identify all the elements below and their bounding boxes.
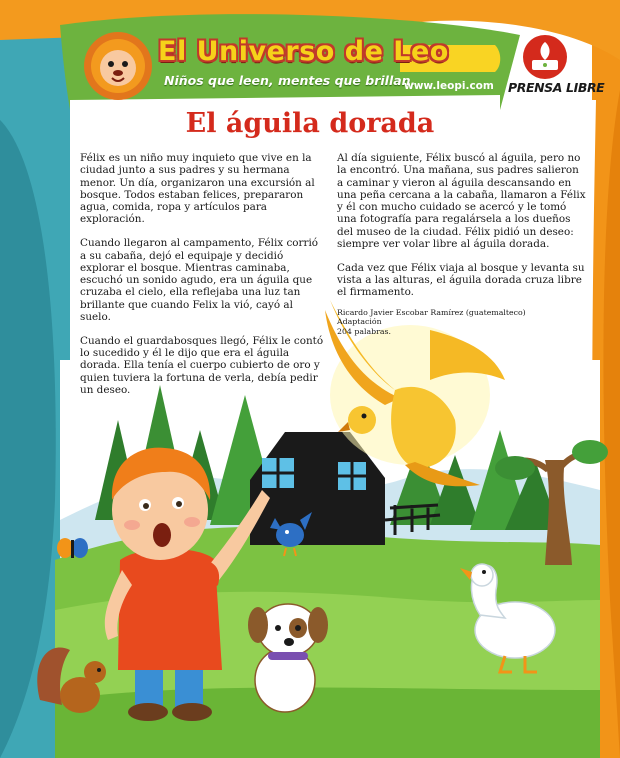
butterfly (57, 538, 88, 558)
paragraph: Cuando el guardabosques llegó, Félix le contó lo sucedido y él le dijo que era el águila dorada. Ella tenía el cuerpo cubierto de oro y quien tuviera la fortuna de verla, debía pedir un deseo. (80, 334, 324, 397)
paragraph: Al día siguiente, Félix buscó al águila, pero no la encontró. Una mañana, sus padres salieron a caminar y vieron al águila descansando en una peña cercana a la cabaña, llamaron a Félix y él con mucho cuidado se acercó y le tomó una fotografía para regalársela a los dueños del museo de la ciudad. Félix pidió un deseo: siempre ver volar libre al águila dorada. (337, 152, 586, 251)
prensa-al-aula-badge (520, 32, 570, 82)
paragraph: Cada vez que Félix viaja al bosque y levanta su vista a las alturas, el águila dorada cruza libre el firmamento. (337, 261, 585, 299)
leo-mascot-logo (78, 30, 158, 106)
paragraph: Félix es un niño muy inquieto que vive en la ciudad junto a sus padres y su hermana menor. Un día, organizaron una excursión al bosque. Todos estaban felices, prepararon agua, comida, ropa y artículos para exploración. (80, 152, 315, 226)
article-title: El águila dorada (185, 108, 435, 139)
logo-title: El Universo de Leo (158, 36, 449, 67)
author-credit: Ricardo Javier Escobar Ramírez (guatemalteco) (337, 308, 526, 318)
paragraph: Cuando llegaron al campamento, Félix corrió a su cabaña, dejó el equipaje y decidió explorar el bosque. Mientras caminaba, escuchó un sonido agudo, era un águila que cruzaba el cielo, ella reflejaba una luz tan brillante que cuando Felix la vió, cayó al suelo. (80, 237, 319, 324)
website-link[interactable]: www.leopi.com (404, 80, 494, 92)
adaptation-note: Adaptación (337, 317, 382, 327)
publisher-logo: PRENSA LIBRE (508, 80, 605, 95)
article-column-right (337, 152, 587, 336)
word-count: 204 palabras. (337, 326, 391, 336)
article-column-left (80, 152, 325, 408)
logo-tagline: Niños que leen, mentes que brillan. (164, 73, 416, 88)
article-credits (337, 308, 587, 336)
